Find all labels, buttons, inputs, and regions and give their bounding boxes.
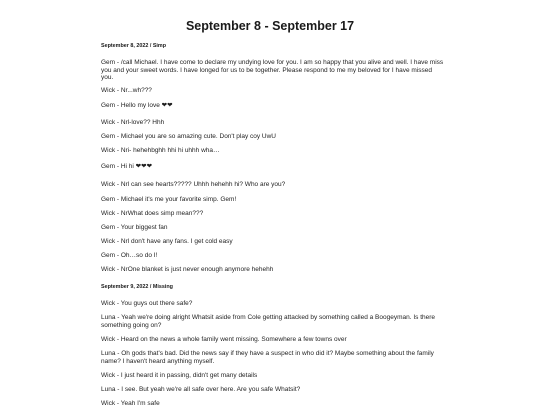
chat-line: Wick - Nrl-love?? Hhh: [101, 119, 165, 126]
page-title: September 8 - September 17: [185, 19, 355, 33]
chat-line: Luna - I see. But yeah we're all safe over here. Are you safe Whatsit?: [101, 386, 301, 393]
chat-line: Gem - Hello my love ❤❤: [101, 102, 173, 109]
chat-line: Gem - Michael it's me your favorite simp. Gem!: [101, 196, 237, 203]
chat-line: Wick - You guys out there safe?: [101, 300, 193, 307]
chat-line: Wick - Yeah I'm safe: [101, 400, 160, 405]
chat-line: Wick - Nr...wh???: [101, 87, 152, 94]
chat-line: Gem - Hi hi ❤❤❤: [101, 163, 153, 170]
chat-line: Gem - Michael you are so amazing cute. Don't play coy UwU: [101, 133, 277, 140]
chat-line: Wick - I just heard it in passing, didn't get many details: [101, 372, 258, 379]
chat-line: Luna - Oh gods that's bad. Did the news say if they have a suspect in who did it? Maybe something about the family name? I haven't heard anything myself.: [101, 350, 434, 365]
chat-line: Gem - Your biggest fan: [101, 224, 168, 231]
chat-line: Wick - NrWhat does simp mean???: [101, 210, 204, 217]
chat-line: Gem - /call Michael. I have come to declare my undying love for you. I am so happy that you alive and well. I have miss you and your sweet words. I have longed for us to be together. Please respond to me my beloved for I have missed you.: [101, 59, 444, 82]
chat-line: Wick - Nrl can see hearts????? Uhhh hehehh hi? Who are you?: [101, 181, 286, 188]
chat-line: Wick - Nri- hehehbghh hhi hi uhhh wha…: [101, 147, 220, 154]
chat-line: Wick - Heard on the news a whole family went missing. Somewhere a few towns over: [101, 336, 347, 343]
chat-line: Gem - Oh…so do I!: [101, 252, 158, 259]
chat-line: Luna - Yeah we're doing alright Whatsit aside from Cole getting attacked by something called a Boogeyman. Is there something going on?: [101, 314, 436, 329]
chat-line: Wick - Nrl don't have any fans. I get cold easy: [101, 238, 233, 245]
entry-header: September 9, 2022 / Missing: [101, 284, 173, 290]
entry-header: September 8, 2022 / Simp: [101, 43, 167, 49]
chat-line: Wick - NrOne blanket is just never enough anymore hehehh: [101, 266, 274, 273]
